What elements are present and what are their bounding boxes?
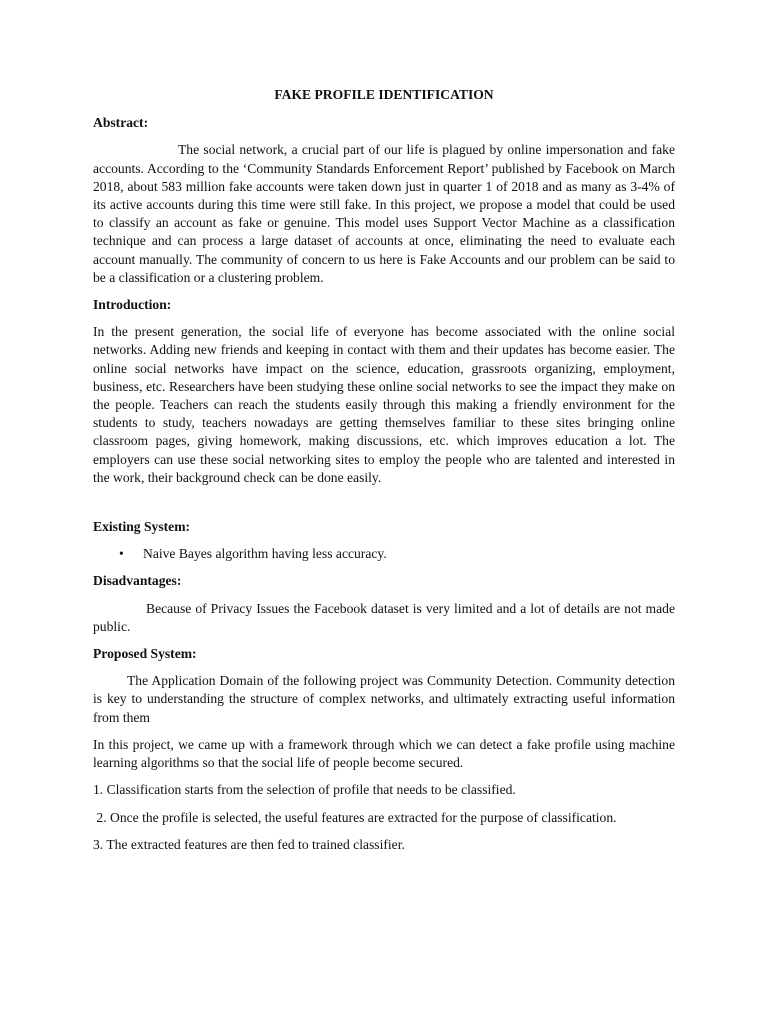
abstract-heading: Abstract: xyxy=(93,115,149,131)
document-title: FAKE PROFILE IDENTIFICATION xyxy=(274,87,494,102)
bullet-icon: • xyxy=(119,546,124,562)
disadvantages-heading: Disadvantages: xyxy=(93,573,182,589)
introduction-paragraph: In the present generation, the social life of everyone has become associated with the online social networks. Adding new friends and keeping in contact with them and their updates has become easier. The online social networks have impact on the science, education, grassroots organizing, employment, business, etc. Researchers have been studying these online social networks to see the impact they make on the people. Teachers can reach the students easily through this making a friendly environment for the students to study, teachers nowadays are getting themselves familiar to these sites bringing online classroom pages, giving homework, making discussions, etc. which improves education a lot. The employers can use these social networking sites to employ the people who are talented and interested in the work, their background check can be done easily. xyxy=(93,324,675,485)
list-item-text: Naive Bayes algorithm having less accuracy. xyxy=(143,546,387,562)
proposed-system-paragraph-2: In this project, we came up with a framework through which we can detect a fake profile using machine learning algorithms so that the social life of people become secured. xyxy=(93,736,675,771)
list-item xyxy=(93,545,675,563)
abstract-paragraph: The social network, a crucial part of our life is plagued by online impersonation and fake accounts. According to the ‘Community Standards Enforcement Report’ published by Facebook on March 2018, about 583 million fake accounts were taken down just in quarter 1 of 2018 and as many as 3-4% of its active accounts during this time were still fake. In this project, we propose a model that could be used to classify an account as fake or genuine. This model uses Support Vector Machine as a classification technique and can process a large dataset of accounts at once, eliminating the need to evaluate each account manually. The community of concern to us here is Fake Accounts and our problem can be said to be a classification or a clustering problem. xyxy=(93,142,675,285)
proposed-step-2: 2. Once the profile is selected, the useful features are extracted for the purpose of classification. xyxy=(93,809,617,825)
existing-system-heading: Existing System: xyxy=(93,519,191,535)
proposed-system-heading: Proposed System: xyxy=(93,646,197,662)
section-spacer xyxy=(93,496,675,518)
proposed-step-1: 1. Classification starts from the selection of profile that needs to be classified. xyxy=(93,782,516,798)
introduction-heading: Introduction: xyxy=(93,297,172,313)
document-page xyxy=(93,86,675,863)
proposed-system-paragraph-1: The Application Domain of the following project was Community Detection. Community detection is key to understanding the structure of complex networks, and ultimately extracting useful information from them xyxy=(93,673,675,725)
existing-system-list xyxy=(93,545,675,563)
disadvantages-paragraph: Because of Privacy Issues the Facebook dataset is very limited and a lot of details are not made public. xyxy=(93,600,675,634)
proposed-step-3: 3. The extracted features are then fed to trained classifier. xyxy=(93,836,405,852)
